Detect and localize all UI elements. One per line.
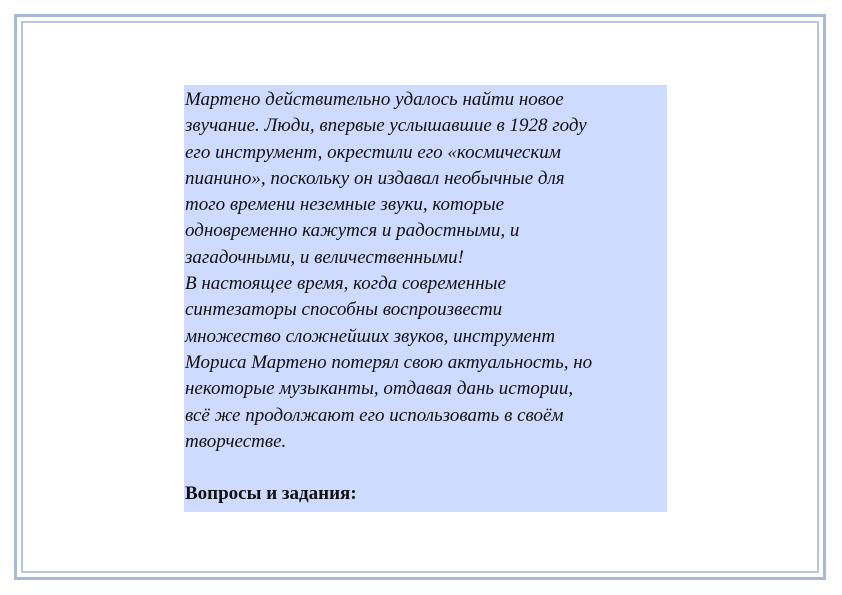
text-block (184, 85, 667, 512)
questions-heading: Вопросы и задания: (185, 483, 357, 505)
paragraph-modern-synthesizers: В настоящее время, когда современные синтезаторы способны воспроизвести множество сложнейших звуков, инструмент Мориса Мартено потерял свою актуальность, но некоторые музыканты, отдавая дань истории, всё же продолжают его использовать в своём творчестве. (185, 273, 593, 452)
paragraph-spacer (185, 455, 667, 481)
paragraph-martenot-sound: Мартено действительно удалось найти новое звучание. Люди, впервые услышавшие в 1928 году его инструмент, окрестили его «космическим пианино», поскольку он издавал необычные для того времени неземные звуки, которые одновременно кажутся и радостными, и загадочными, и величественными! (185, 89, 587, 268)
